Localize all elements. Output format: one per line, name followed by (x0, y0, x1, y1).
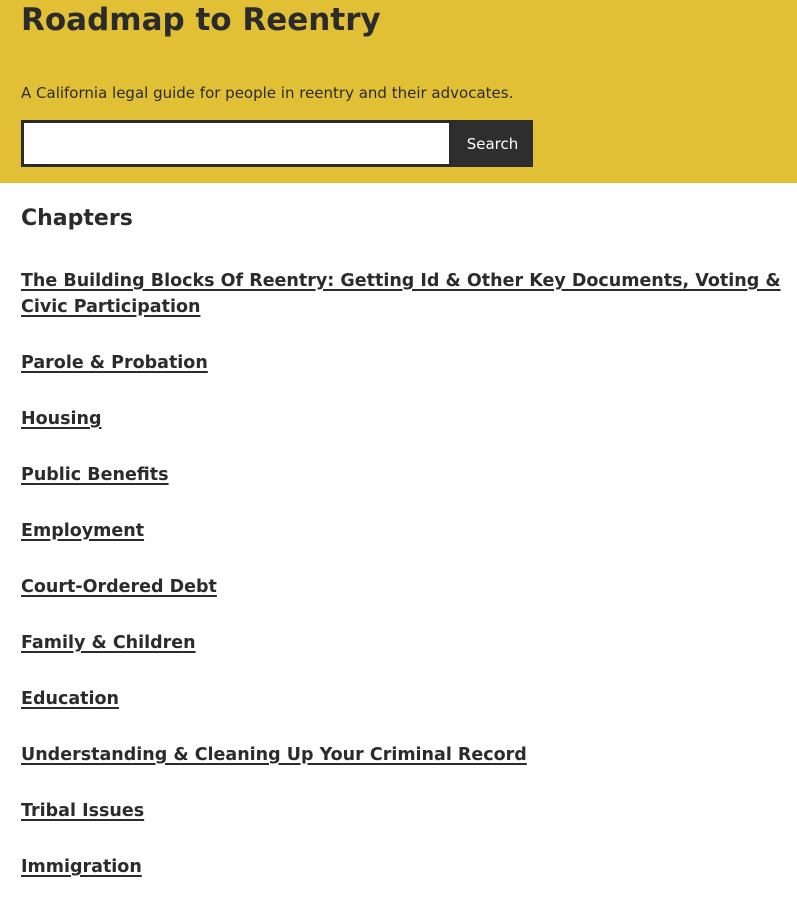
chapter-link-family-children[interactable]: Family & Children (21, 633, 196, 653)
chapters-heading: Chapters (21, 206, 133, 231)
chapter-item (21, 462, 793, 488)
chapter-item (21, 742, 793, 768)
chapter-item (21, 406, 793, 432)
chapter-item (21, 630, 793, 656)
site-title[interactable]: Roadmap to Reentry (21, 2, 381, 38)
chapter-link-employment[interactable]: Employment (21, 521, 145, 541)
chapter-item (21, 574, 793, 600)
chapter-link-court-ordered-debt[interactable]: Court-Ordered Debt (21, 577, 217, 597)
chapter-item (21, 268, 793, 320)
chapter-link-public-benefits[interactable]: Public Benefits (21, 465, 169, 485)
chapter-link-building-blocks[interactable]: The Building Blocks Of Reentry: Getting Id & Other Key Documents, Voting & Civic Participation (21, 271, 781, 317)
search-form (21, 120, 533, 167)
chapter-item (21, 854, 793, 880)
chapter-item (21, 350, 793, 376)
chapter-link-housing[interactable]: Housing (21, 409, 102, 429)
chapter-item (21, 518, 793, 544)
chapter-link-immigration[interactable]: Immigration (21, 857, 142, 877)
chapter-link-education[interactable]: Education (21, 689, 119, 709)
search-input[interactable] (21, 120, 452, 167)
chapter-list (21, 268, 793, 910)
site-header (0, 0, 797, 183)
chapter-link-parole-probation[interactable]: Parole & Probation (21, 353, 208, 373)
chapter-item (21, 798, 793, 824)
search-button[interactable]: Search (452, 120, 533, 167)
chapter-link-criminal-record[interactable]: Understanding & Cleaning Up Your Criminal Record (21, 745, 527, 765)
site-tagline: A California legal guide for people in reentry and their advocates. (21, 84, 514, 102)
chapter-link-tribal-issues[interactable]: Tribal Issues (21, 801, 145, 821)
chapter-item (21, 686, 793, 712)
